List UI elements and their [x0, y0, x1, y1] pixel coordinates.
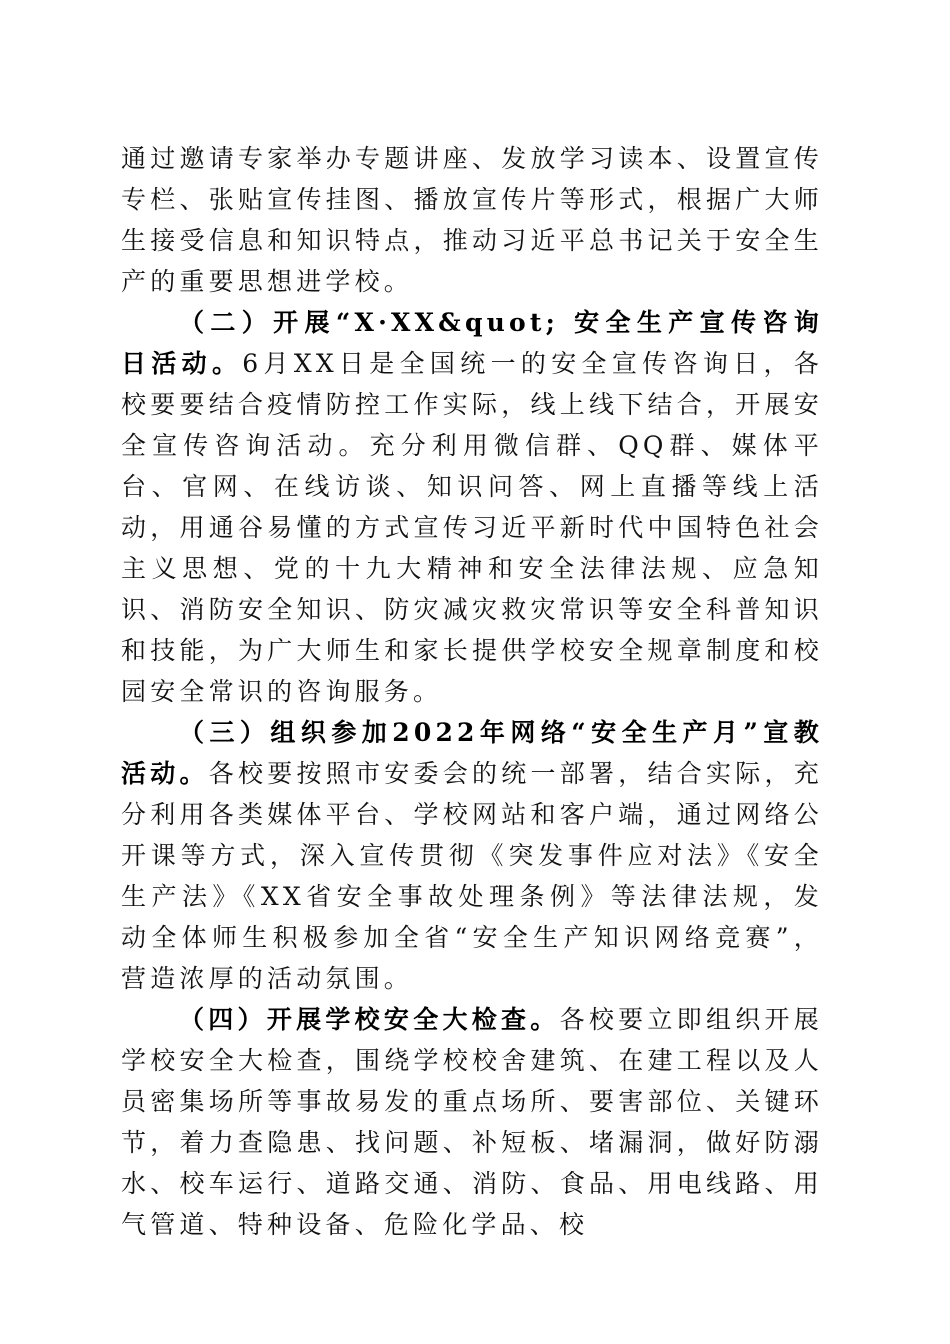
paragraph-section-3 — [121, 712, 823, 999]
paragraph-body: 6月XX日是全国统一的安全宣传咨询日，各校要要结合疫情防控工作实际，线上线下结合，开展安全宣传咨询活动。充分利用微信群、QQ群、媒体平台、官网、在线访谈、知识问答、网上直播等线上活动，用通谷易懂的方式宣传习近平新时代中国特色社会主义思想、党的十九大精神和安全法律法规、应急知识、消防安全知识、防灾减灾救灾常识等安全科普知识和技能，为广大师生和家长提供学校安全规章制度和校园安全常识的咨询服务。 — [121, 349, 823, 706]
paragraph-body: 各校要按照市安委会的统一部署，结合实际，充分利用各类媒体平台、学校网站和客户端，通过网络公开课等方式，深入宣传贯彻《突发事件应对法》《安全生产法》《XX省安全事故处理条例》等法律法规，发动全体师生积极参加全省“安全生产知识网络竞赛”，营造浓厚的活动氛围。 — [121, 759, 824, 993]
section-heading: （二）开展“X·XX&quot; 安全生产宣传咨询日活动。 — [121, 308, 823, 378]
section-heading: （四）开展学校安全大检查。 — [179, 1005, 560, 1034]
section-heading: （三）组织参加2022年网络“安全生产月”宣教活动。 — [121, 718, 823, 788]
paragraph-body: 通过邀请专家举办专题讲座、发放学习读本、设置宣传专栏、张贴宣传挂图、播放宣传片等形式，根据广大师生接受信息和知识特点，推动习近平总书记关于安全生产的重要思想进学校。 — [121, 144, 823, 296]
paragraph-section-4 — [121, 999, 823, 1245]
paragraph-body: 各校要立即组织开展学校安全大检查，围绕学校校舍建筑、在建工程以及人员密集场所等事故易发的重点场所、要害部位、关键环节，着力查隐患、找问题、补短板、堵漏洞，做好防溺水、校车运行、道路交通、消防、食品、用电线路、用气管道、特种设备、危险化学品、校 — [121, 1005, 823, 1239]
paragraph-intro-continuation — [121, 138, 823, 302]
paragraph-section-2 — [121, 302, 823, 712]
document-page — [121, 138, 823, 1245]
